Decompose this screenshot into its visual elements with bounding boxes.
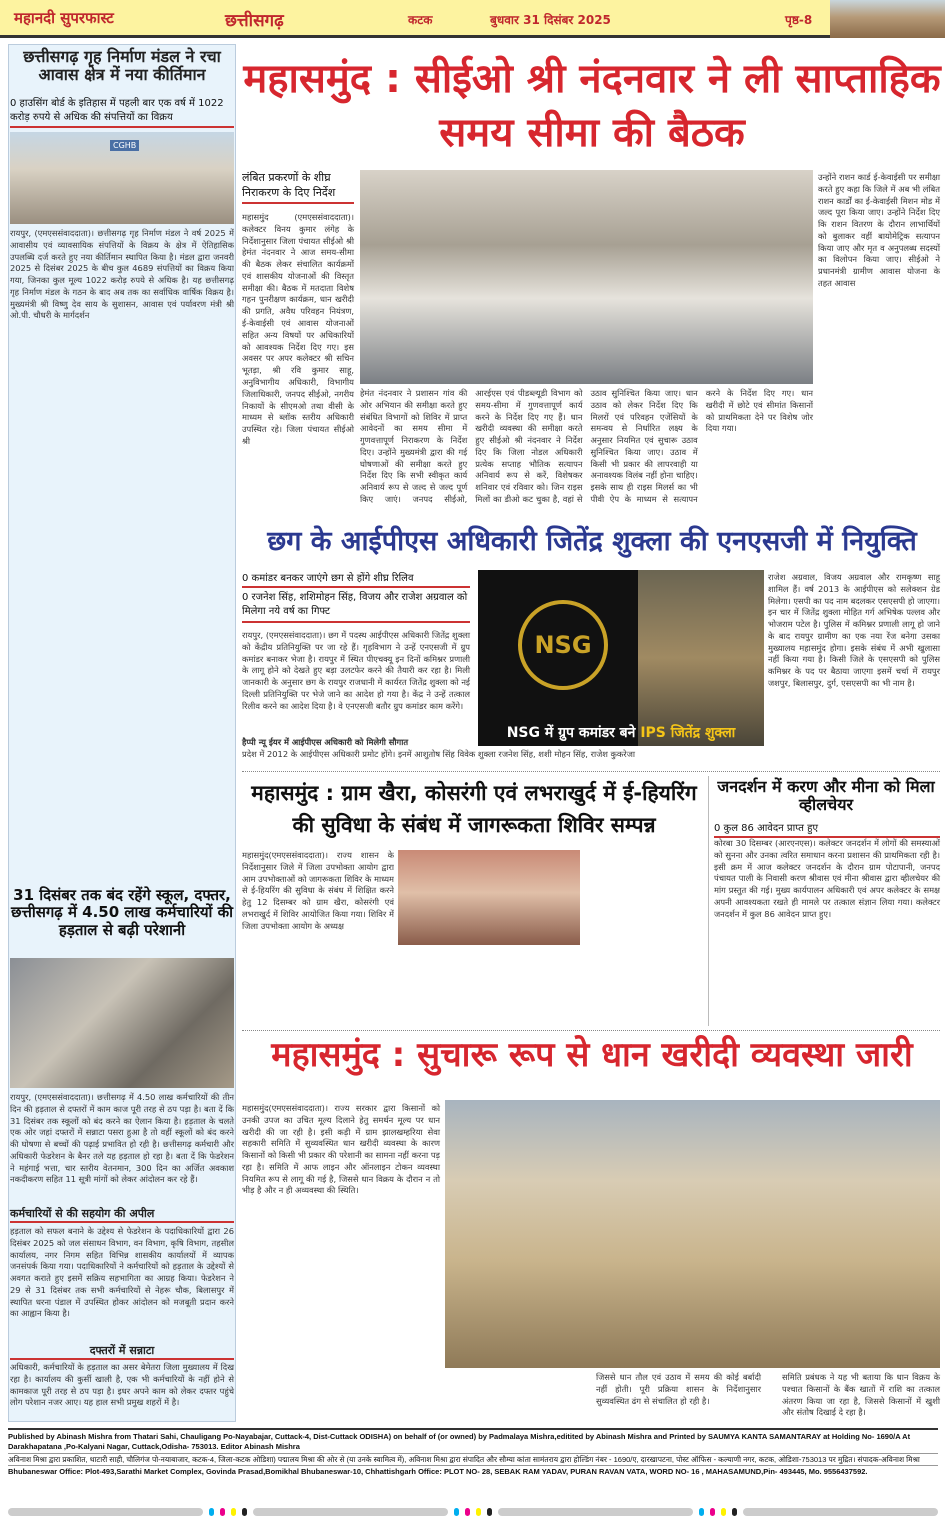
registration-bar — [743, 1508, 938, 1516]
registration-bar — [8, 1508, 203, 1516]
imprint-english: Published by Abinash Mishra from Thatari Sahi, Chauligang Po-Nayabajar, Cuttack-4, Dist-Cuttack ODISHA) on behalf of (or owned) by Padmalaya Mishra,editited by Abinash Mishra and Printed by SAUMYA KANTA SAMANTARAY at Holding No- 1690/A At Darakhapatana ,Po-Kalyani Nagar, Cuttack,Odisha- 753013. Editor Abinash Mishra — [8, 1432, 911, 1451]
cghb-building-photo — [10, 132, 234, 224]
registration-bar — [498, 1508, 693, 1516]
nsg-photo — [478, 570, 764, 746]
left-story1-deck: 0 हाउसिंग बोर्ड के इतिहास में पहली बार एक वर्ष में 1022 करोड़ रुपये से अधिक की संपत्तियों का विक्रय — [10, 97, 234, 128]
meeting-photo — [360, 170, 813, 384]
ips-body: रायपुर, (एमएससंवाददाता)। छग में पदस्थ आईपीएस अधिकारी जितेंद्र शुक्ला को केंद्रीय प्रतिनियुक्ति पर जा रहे हैं। गृहविभाग ने उन्हें एनएसजी में ग्रुप कमांडर बनाकर भेजा है। रायपुर में स्थित पीएचक्यू इन दिनों कमिश्नर प्रणाली के लागू होने को देखते हुए बड़ा उलटफेर करने की तैयारी कर रहा है। मिली जानकारी के अनुसार छग के रायपुर राजधानी में कार्यरत जितेंद्र शुक्ला को नई दिल्ली प्रतिनियुक्ति पर भेजे जाने का आदेश हो गया है। केंद्र ने उन्हें तत्काल रिलीव करने का आदेश दिया है। वे एनएसजी बतौर ग्रुप कमांडर काम करेंगे। — [242, 630, 470, 711]
left-story2-headline: 31 दिसंबर तक बंद रहेंगे स्कूल, दफ्तर, छत्तीसगढ़ में 4.50 लाख कर्मचारियों की हड़ताल से बढ़ी परेशानी — [10, 886, 234, 939]
camp-photo — [398, 850, 580, 945]
registration-bar — [253, 1508, 448, 1516]
cmo-cols — [360, 388, 813, 513]
registration-marks — [8, 1507, 938, 1516]
nsg-photo-caption — [478, 723, 764, 742]
left-story2-sub1: कर्मचारियों से की सहयोग की अपील — [10, 1206, 234, 1223]
wheelchair-body: कोरबा 30 दिसम्बर (आरएनएस)। कलेक्टर जनदर्शन में लोगों की समस्याओं को सुनना और उनका त्वरित समाधान करना प्रशासन की प्राथमिकता रही है। इसी क्रम में आज कलेक्टर जनदर्शन के दौरान ग्राम पोटापानी, जनपद पंचायत पाली के निवासी करण श्रीवास एवं मीना श्रीवास द्वारा व्हीलचेयर की मांग प्रस्तुत की गई। मुख्य कार्यपालन अधिकारी एवं अपर कलेक्टर के समक्ष अपनी आवश्यकता रखते ही मामले पर तत्काल संज्ञान लिया गया। कलेक्टर जनदर्शन में कुल 86 आवेदन प्राप्त हुए। — [714, 838, 940, 919]
yellow-mark — [231, 1508, 236, 1516]
ips-body2: प्रदेश में 2012 के आईपीएस अधिकारी प्रमोट होंगे। इनमें आशुतोष सिंह विवेक शुक्ला रजनेश सिंह, शशी मोहन सिंह, राजेश कुकरेजा — [242, 749, 635, 759]
magenta-mark — [465, 1508, 470, 1516]
office-addresses: Bhubaneswar Office: Plot-493,Sarathi Market Complex, Govinda Prasad,Bomikhal Bhubaneswar-10, Chhattishgarh Office: PLOT NO- 28, SEBAK RAM YADAV, PURAN RAVAN VATA, WORD NO- 16 , MAHASAMUND,Pin- 493445, Mo. 9556437592. — [8, 1465, 938, 1477]
wheelchair-headline: जनदर्शन में करण और मीना को मिला व्हीलचेयर — [717, 777, 935, 815]
caption-part-b: IPS जितेंद्र शुक्ला — [640, 725, 736, 741]
divider — [242, 771, 940, 772]
yellow-mark — [721, 1508, 726, 1516]
city: कटक — [408, 13, 433, 27]
paddy-bottom1: जिससे धान तौल एवं उठाव में समय की कोई बर्बादी नहीं होती। पूरी प्रक्रिया शासन के निर्देशानुसार सुव्यवस्थित ढंग से संचालित हो रही है। — [596, 1372, 761, 1406]
imprint-footer — [8, 1428, 938, 1477]
cmo-headline: महासमुंद : सीईओ श्री नंदनवार ने ली साप्ताहिक समय सीमा की बैठक — [243, 56, 941, 156]
cmo-col3: करें, विशेषकर शनिवार एवं रविवार को। जिन राइस मिलों का डीओ कट चुका है, वहां से उठाव सुनिश्चित किया जाए। धान उठाव को लेकर निर्देश दिए कि मिलरों एवं परिवहन एजेंसियों के समन्वय से निर्धारित लक्ष्य के अनुसार नियमित एवं सुचारू उठाव सुनिश्चित किया जाए। उठाव में किसी भी प्रकार की लापरवाही या अनावश्यक विलंब नहीं होना चाहिए। इसके साथ ही राइस मिलर्स का भी पीवी ऐप के माध्यम से सत्यापन करने के निर्देश दिए गए। धान खरीदी में छोटे एवं सीमांत किसानों को प्राथमिकता देने पर विशेष जोर दिया गया। — [475, 388, 813, 505]
ips-deck1: 0 कमांडर बनकर जाएंगे छग से होंगे शीघ्र रिलिव — [242, 570, 470, 588]
cmo-col2: हेमंत नंदनवार ने प्रशासन गांव की ओर अभियान की समीक्षा करते हुए संबंधित विभागों को शिविर में प्राप्त आवेदनों का समय सीमा में गुणवत्तापूर्ण निराकरण के निर्देश दिए। उन्होंने मुख्यमंत्री द्वारा की गई घोषणाओं की समीक्षा करते हुए निर्देश दिए कि सभी स्वीकृत कार्य अनिवार्य रूप से जल्द से जल्द पूर्ण किए जाएं। जनपद सीईओ, आरईएस एवं पीडब्ल्यूडी विभाग को समय-सीमा में गुणवत्तापूर्ण कार्य करने के निर्देश दिए गए हैं। धान खरीदी व्यवस्था की समीक्षा करते हुए सीईओ श्री नंदनवार ने निर्देश दिए कि जिला नोडल अधिकारी प्रत्येक सप्ताह भौतिक सत्यापन अनिवार्य रूप से — [360, 388, 583, 505]
divider — [242, 1030, 940, 1031]
masthead — [0, 0, 945, 38]
black-mark — [487, 1508, 492, 1516]
caption-part-a: NSG में ग्रुप कमांडर बने — [506, 725, 641, 741]
temple-image — [830, 0, 945, 38]
left-story2-body2: हड़ताल को सफल बनाने के उद्देश्य से फेडरेशन के पदाधिकारियों द्वारा 26 दिसंबर 2025 को जल संसाधन विभाग, वन विभाग, कृषि विभाग, तहसील कार्यालय, नगर निगम सहित विभिन्न शासकीय कार्यालयों में व्यापक जनसंपर्क किया गया। पदाधिकारियों ने कर्मचारियों को हड़ताल के उद्देश्यों से अवगत कराते हुए इसमें सक्रिय सहभागिता का आग्रह किया। फेडरेशन ने 29 से 31 दिसंबर तक सभी कर्मचारियों से नेहरू चौक, बिलासपुर में स्थापित धरना पंडाल में उपस्थित होकर आंदोलन को मजबूती प्रदान करने का आह्वान किया है। — [10, 1226, 234, 1319]
ehearing-body: महासमुंद(एमएससंवाददाता)। राज्य शासन के निर्देशानुसार जिले में जिला उपभोक्ता आयोग द्वारा आम उपभोक्ताओं को जागरूकता शिविर के माध्यम से ई-हियरिंग की सुविधा के संबंध में शिक्षित करने हेतु 12 दिसम्बर को ग्राम खैरा, कोसरंगी एवं लभराखुर्द में शिविर आयोजित किया गया। शिविर में जिला उपभोक्ता आयोग के अध्यक्ष — [242, 850, 394, 931]
date: बुधवार 31 दिसंबर 2025 — [490, 13, 611, 27]
cmo-col1: महासमुंद (एमएससंवाददाता)। कलेक्टर विनय कुमार लंगेह के निर्देशानुसार जिला पंचायत सीईओ श्री हेमंत नंदनवार ने आज समय-सीमा की बैठक लेकर संचालित कार्यक्रमों एवं शासकीय योजनाओं की विस्तृत समीक्षा की। बैठक में मतदाता विशेष गहन पुनरीक्षण कार्यक्रम, धान खरीदी की प्रगति, अवैध परिवहन नियंत्रण, ई-केवाईसी एवं आवास योजनाओं सहित अन्य विषयों पर अधिकारियों को आवश्यक निर्देश दिए गए। इस अवसर पर अपर कलेक्टर श्री सचिन भूतड़ा, श्री रवि कुमार साहू, अनुविभागीय अधिकारी, विभागीय जिलाधिकारी, जनपद सीईओ, नगरीय निकायों के सीएमओ तथा वीसी के माध्यम से ब्लॉक स्तरीय अधिकारी उपस्थित रहे। जिला पंचायत सीईओ श्री — [242, 212, 354, 446]
cyan-mark — [209, 1508, 214, 1516]
ips-subhead: हैप्पी न्यू ईयर में आईपीएस अधिकारी को मिलेगी सौगात — [242, 737, 409, 747]
page-number: पृष्ठ-8 — [785, 13, 813, 27]
cyan-mark — [454, 1508, 459, 1516]
edition-name: छत्तीसगढ़ — [225, 11, 284, 31]
paddy-bottom2: समिति प्रबंधक ने यह भी बताया कि धान विक्रय के पश्चात किसानों के बैंक खातों में राशि का तत्काल अंतरण किया जा रहा है, जिससे किसानों में खुशी और संतोष दिखाई दे रहा है। — [782, 1372, 940, 1418]
left-story2-sub2: दफ्तरों में सन्नाटा — [10, 1343, 234, 1360]
ips-deck2: 0 रजनेश सिंह, शशिमोहन सिंह, विजय और राजेश अग्रवाल को मिलेगा नये वर्ष का गिफ्ट — [242, 591, 470, 623]
left-story1-body: रायपुर, (एमएससंवाददाता)। छत्तीसगढ़ गृह निर्माण मंडल ने वर्ष 2025 में आवासीय एवं व्यावसायिक संपत्तियों के विक्रय के क्षेत्र में ऐतिहासिक उपलब्धि दर्ज करते हुए नया कीर्तिमान स्थापित किया है। मंडल द्वारा जनवरी 2025 से दिसंबर 2025 के बीच कुल 4689 संपत्तियों का विक्रय किया गया, जिनका कुल मूल्य 1022 करोड़ रुपये से अधिक है। यह छत्तीसगढ़ गृह निर्माण मंडल के गठन के बाद अब तक का सर्वाधिक वार्षिक विक्रय है। मुख्यमंत्री श्री विष्णु देव साय के सुशासन, आवास एवं पर्यावरण मंत्री श्री ओ.पी. चौधरी के मार्गदर्शन — [10, 228, 234, 321]
cyan-mark — [699, 1508, 704, 1516]
ips-headline: छग के आईपीएस अधिकारी जितेंद्र शुक्ला की एनएसजी में नियुक्ति — [267, 526, 917, 557]
ips-right-col: राजेश अग्रवाल, विजय अग्रवाल और रामकृष्ण साहू शामिल हैं। वर्ष 2013 के आईपीएस को सलेक्शन ग्रेड मिलेगा। एसपी का पद नाम बदलकर एसएसपी हो जाएगा। इन चार में जितेंद्र शुक्ला मोहित गर्ग अभिषेक पल्लव और भोजराम पटेल है। पुलिस में कमिश्नर प्रणाली लागू हो जाने के बाद रायपुर ग्रामीण का एक नया रेंज बनेगा उसका मुख्यालय महासमुंद होगा। इसके संबंध में अभी खुलासा नहीं किया गया है। किसी जिले के एसएसपी को पुलिस कमिश्नर के पद पर बैठाया जाएगा इसमें चर्चा में रायपुर जशपुर, बिलासपुर, दुर्ग, एसएसपी का भी नाम है। — [768, 572, 940, 689]
paddy-headline: महासमुंद : सुचारू रूप से धान खरीदी व्यवस्था जारी — [271, 1035, 913, 1075]
column-divider — [708, 776, 709, 1026]
strike-photo — [10, 958, 234, 1088]
cmo-col4: उन्होंने राशन कार्ड ई-केवाईसी पर समीक्षा करते हुए कहा कि जिले में अब भी लंबित राशन कार्डों का ई-केवाईसी मिशन मोड में जल्द पूरा किया जाए। उन्होंने निर्देश दिए कि राशन वितरण के दौरान लाभार्थियों को बुलाकर वहीं बायोमेट्रिक सत्यापन किया जाए और मृत व अनुपलब्ध सदस्यों का विलोपन किया जाए। सीईओ ने प्रधानमंत्री ग्रामीण आवास योजना के तहत आवास — [818, 172, 940, 289]
ehearing-headline: महासमुंद : ग्राम खैरा, कोसरंगी एवं लभराखुर्द में ई-हियरिंग की सुविधा के संबंध में जागरूकता शिविर सम्पन्न — [251, 781, 697, 837]
yellow-mark — [476, 1508, 481, 1516]
black-mark — [732, 1508, 737, 1516]
paddy-procurement-photo — [445, 1100, 940, 1368]
imprint-hindi: अविनाश मिश्रा द्वारा प्रकाशित, थाटारी साही, चौलिगंज पो-नयाबाजार, कटक-4, जिला-कटक ओडिशा) पद्मालय मिश्रा की ओर से (या उनके स्वामित्व में), अविनाश मिश्रा द्वारा संपादित और सौम्या कांता सामंतराय द्वारा होल्डिंग नंबर - 1690/ए, दारखापटना, पोस्ट ऑफिस - कल्याणी नगर, कटक, ओडिशा-753013 पर मुद्रित। संपादक-अविनाश मिश्रा — [8, 1453, 938, 1465]
magenta-mark — [710, 1508, 715, 1516]
cghb-sign: CGHB — [110, 140, 139, 151]
officer-portrait — [638, 570, 764, 746]
magenta-mark — [220, 1508, 225, 1516]
paper-name: महानदी सुपरफास्ट — [14, 9, 114, 27]
left-story2-body3: अधिकारी, कर्मचारियों के हड़ताल का असर बेमेतरा जिला मुख्यालय में दिख रहा है। कार्यालय की कुर्सी खाली है, एक भी कर्मचारियों के नहीं होने से कामकाज पूरी तरह से ठप पड़ा है। इधर अपने काम को लेकर दफ्तर पहुंचे लोग परेशान नजर आए। यह हाल सभी प्रमुख शहरों में है। — [10, 1362, 234, 1408]
black-mark — [242, 1508, 247, 1516]
paddy-body: महासमुंद(एमएससंवाददाता)। राज्य सरकार द्वारा किसानों को उनकी उपज का उचित मूल्य दिलाने हेतु समर्थन मूल्य पर धान खरीदी की जा रही है। इसी कड़ी में ग्राम झालखम्हरिया सेवा सहकारी समिति में सुव्यवस्थित धान खरीदी व्यवस्था के कारण किसानों को किसी भी प्रकार की परेशानी का सामना नहीं करना पड़ रहा है। समिति में आफ लाइन और ऑनलाइन टोकन व्यवस्था नियमित रूप से लागू की गई है, जिससे धान विक्रय के दौरान न तो भीड़ है और न ही अव्यवस्था की स्थिति। — [242, 1103, 440, 1196]
cmo-subhead: लंबित प्रकरणों के शीघ्र निराकरण के दिए निर्देश — [242, 170, 354, 204]
left-story1-headline: छत्तीसगढ़ गृह निर्माण मंडल ने रचा आवास क्षेत्र में नया कीर्तिमान — [23, 47, 221, 85]
wheelchair-deck: 0 कुल 86 आवेदन प्राप्त हुए — [714, 820, 940, 838]
left-story2-body: रायपुर, (एमएससंवाददाता)। छत्तीसगढ़ में 4.50 लाख कर्मचारियों की तीन दिन की हड़ताल से दफ्तरों में काम काज पूरी तरह से ठप पड़ा है। बता दें कि 31 दिसंबर तक स्कूलों को बंद करने का ऐलान किया है। हड़ताल के चलते एक ओर जहां दफ्तरों में सन्नाटा पसरा हुआ है तो वहीं स्कूलों को बंद करने की घोषणा से बच्चों की पढ़ाई प्रभावित हो रही है। छत्तीसगढ़ कर्मचारी और अधिकारी फेडरेशन के बैनर तले यह हड़ताल हो रहा है। बता दें कि फेडरेशन ने महंगाई भत्ता, चार स्तरीय वेतनमान, 300 दिन का अर्जित अवकाश नकदीकरण सहित 11 सूत्री मांगों को लेकर आंदोलन कर रहे हैं। — [10, 1092, 234, 1185]
nsg-logo: NSG — [518, 600, 608, 690]
